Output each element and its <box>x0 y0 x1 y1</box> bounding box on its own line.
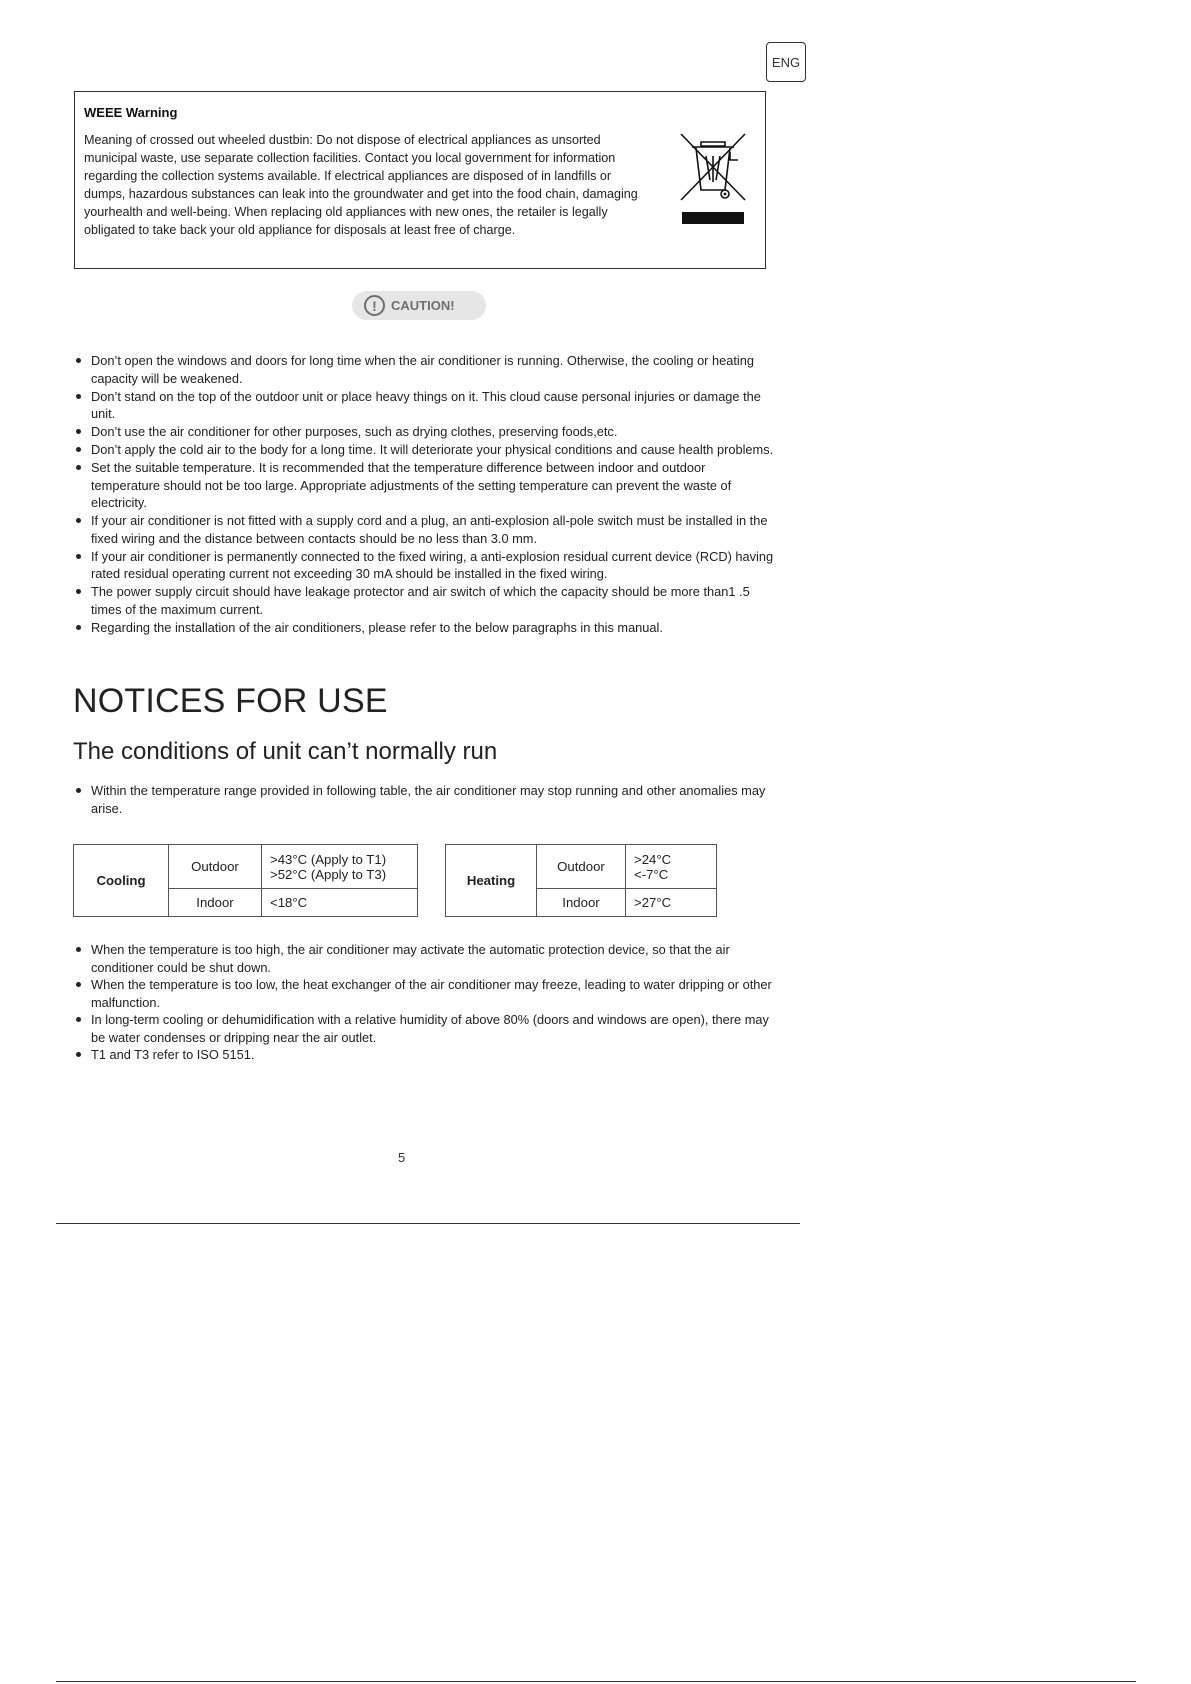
language-badge: ENG <box>766 42 806 82</box>
list-item: Regarding the installation of the air conditioners, please refer to the below paragraphs in this manual. <box>74 619 774 637</box>
heating-mode-cell: Heating <box>446 845 537 917</box>
list-item: Set the suitable temperature. It is recommended that the temperature difference between indoor and outdoor temperature should not be too large. Appropriate adjustments of the setting temperature can prevent the waste of electricity. <box>74 459 774 512</box>
list-item: Don’t use the air conditioner for other purposes, such as drying clothes, preserving foods,etc. <box>74 423 774 441</box>
section-subheading: The conditions of unit can’t normally run <box>73 738 498 765</box>
outdoor-value-line: >43°C (Apply to T1) <box>270 851 387 867</box>
intro-list <box>74 782 774 817</box>
notices-list <box>74 941 774 1064</box>
outdoor-value-cell <box>626 845 717 889</box>
page-divider <box>56 1681 1136 1682</box>
cooling-mode-cell: Cooling <box>74 845 169 917</box>
outdoor-value-line: <-7°C <box>634 866 669 882</box>
section-heading: NOTICES FOR USE <box>73 682 388 720</box>
cooling-conditions-table <box>73 844 418 917</box>
indoor-value-cell: <18°C <box>262 889 418 917</box>
caution-label: CAUTION! <box>391 298 455 313</box>
page-number: 5 <box>398 1150 406 1165</box>
outdoor-value-line: >52°C (Apply to T3) <box>270 866 387 882</box>
list-item: The power supply circuit should have leakage protector and air switch of which the capacity should be more than1 .5 times of the maximum current. <box>74 583 774 618</box>
list-item: When the temperature is too low, the heat exchanger of the air conditioner may freeze, leading to water dripping or other malfunction. <box>74 976 774 1011</box>
list-item: Don’t apply the cold air to the body for a long time. It will deteriorate your physical conditions and cause health problems. <box>74 441 774 459</box>
list-item: In long-term cooling or dehumidification with a relative humidity of above 80% (doors and windows are open), there may be water condenses or dripping near the air outlet. <box>74 1011 774 1046</box>
weee-warning-box <box>74 91 766 269</box>
indoor-value-cell: >27°C <box>626 889 717 917</box>
list-item: T1 and T3 refer to ISO 5151. <box>74 1046 774 1064</box>
indoor-label-cell: Indoor <box>169 889 262 917</box>
outdoor-value-line: >24°C <box>634 851 672 867</box>
weee-title: WEEE Warning <box>84 105 178 120</box>
list-item: Within the temperature range provided in following table, the air conditioner may stop running and other anomalies may arise. <box>74 782 774 817</box>
exclamation-circle-icon: ! <box>364 295 385 316</box>
list-item: Don’t open the windows and doors for long time when the air conditioner is running. Otherwise, the cooling or heating capacity will be weakened. <box>74 352 774 387</box>
outdoor-value-cell <box>262 845 418 889</box>
list-item: If your air conditioner is permanently connected to the fixed wiring, a anti-explosion residual current device (RCD) having rated residual operating current not exceeding 30 mA should be installed in the fixed wiring. <box>74 548 774 583</box>
indoor-label-cell: Indoor <box>537 889 626 917</box>
page-divider <box>56 1223 800 1224</box>
outdoor-label-cell: Outdoor <box>169 845 262 889</box>
list-item: When the temperature is too high, the air conditioner may activate the automatic protection device, so that the air conditioner could be shut down. <box>74 941 774 976</box>
caution-list <box>74 352 774 637</box>
crossed-out-wheeled-bin-icon <box>675 132 751 226</box>
caution-badge <box>352 291 486 320</box>
weee-text: Meaning of crossed out wheeled dustbin: Do not dispose of electrical appliances as unsorted municipal waste, use separate collection facilities. Contact you local government for information regarding the collection systems available. If electrical appliances are disposed of in landfills or dumps, hazardous substances can leak into the groundwater and get into the food chain, damaging yourhealth and well-being. When replacing old appliances with new ones, the retailer is legally obligated to take back your old appliance for disposals at least free of charge. <box>84 133 638 237</box>
outdoor-label-cell: Outdoor <box>537 845 626 889</box>
list-item: Don’t stand on the top of the outdoor unit or place heavy things on it. This cloud cause personal injuries or damage the unit. <box>74 388 774 423</box>
list-item: If your air conditioner is not fitted with a supply cord and a plug, an anti-explosion all-pole switch must be installed in the fixed wiring and the distance between contacts should be no less than 3.0 mm. <box>74 512 774 547</box>
heating-conditions-table <box>445 844 717 917</box>
